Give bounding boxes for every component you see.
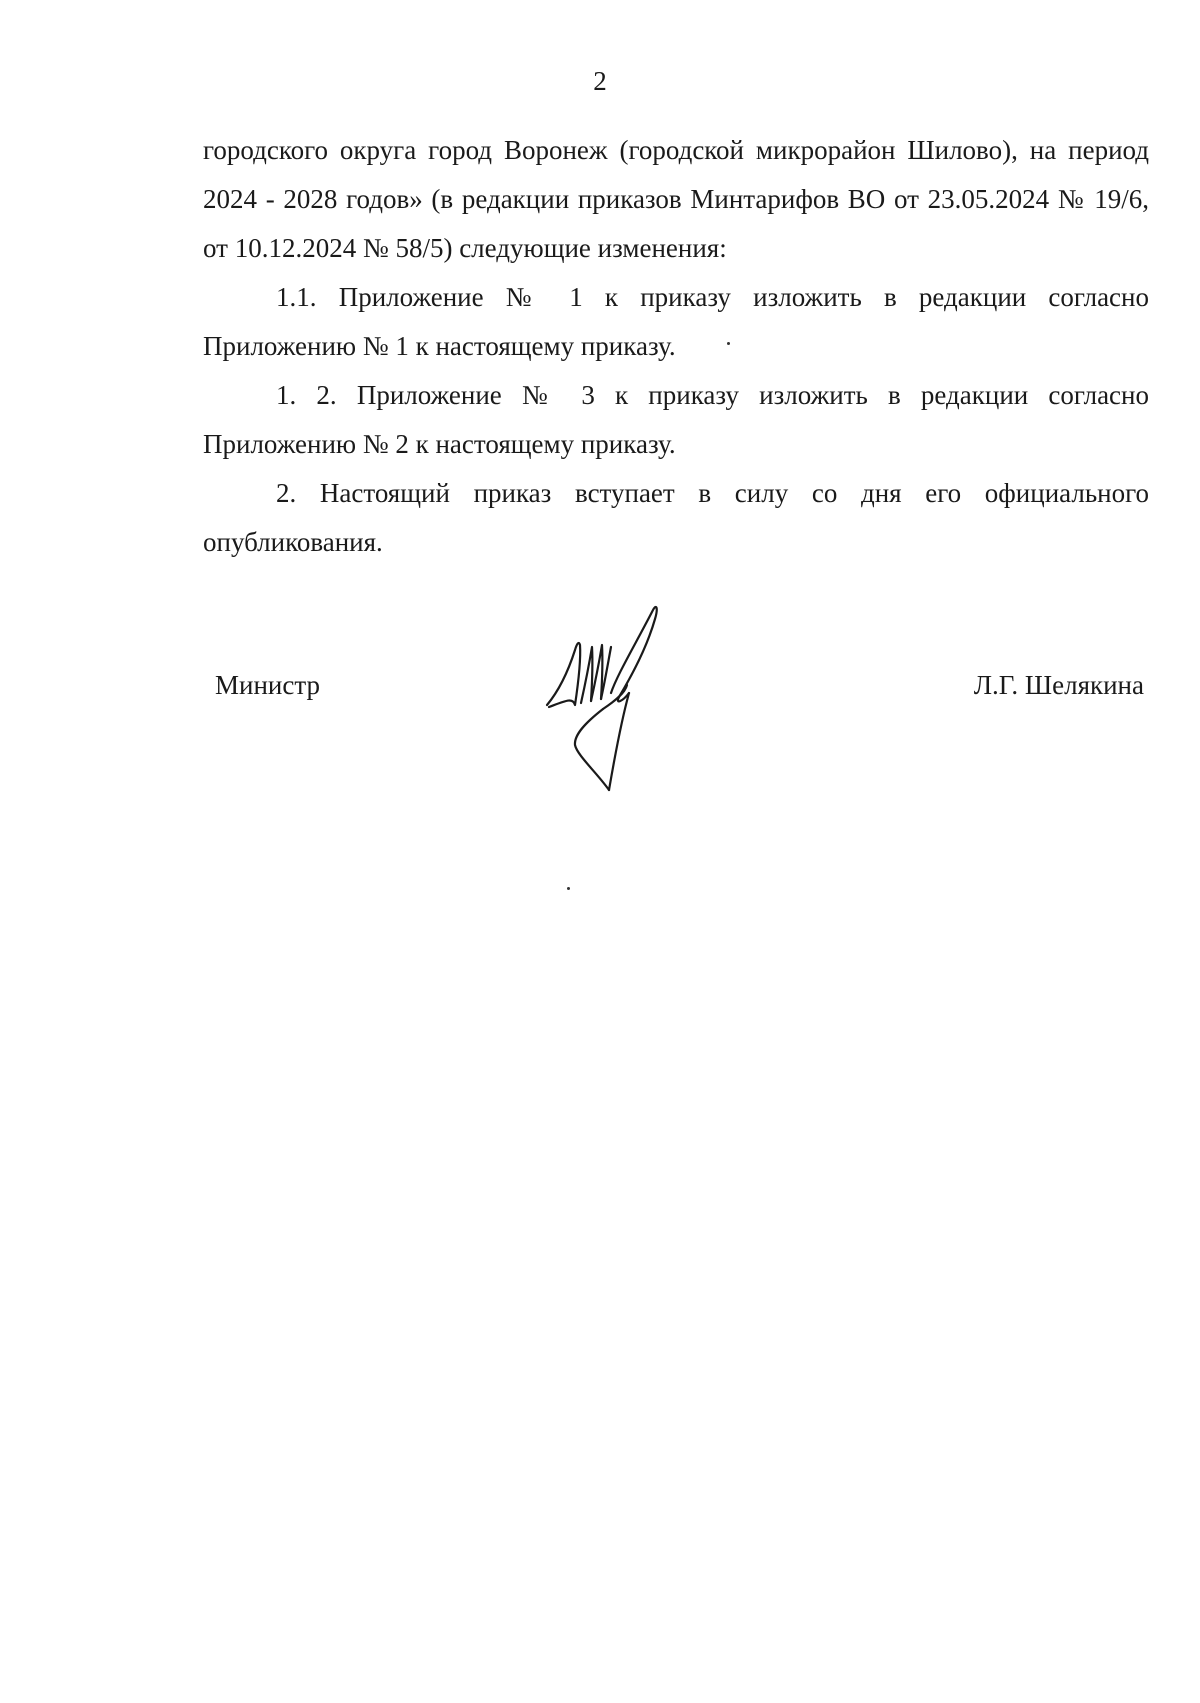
- scan-speck: [727, 342, 730, 345]
- paragraph-item-1-1: 1.1. Приложение № 1 к приказу изложить в редакции согласно Приложению № 1 к настоящему приказу.: [203, 282, 1149, 361]
- signatory-name: Л.Г. Шелякина: [973, 670, 1144, 700]
- signatory-position: Министр: [215, 670, 320, 700]
- page-number: 2: [593, 66, 607, 96]
- handwritten-signature-icon: [545, 605, 685, 795]
- document-body: [203, 126, 1149, 567]
- scan-speck: [567, 887, 570, 890]
- paragraph-item-2: 2. Настоящий приказ вступает в силу со дня его официального опубликования.: [203, 478, 1149, 557]
- paragraph-continuation: городского округа город Воронеж (городской микрорайон Шилово), на период 2024 - 2028 годов» (в редакции приказов Минтарифов ВО от 23.05.2024 № 19/6, от 10.12.2024 № 58/5) следующие изменения:: [203, 135, 1149, 263]
- paragraph-item-1-2: 1. 2. Приложение № 3 к приказу изложить в редакции согласно Приложению № 2 к настоящему приказу.: [203, 380, 1149, 459]
